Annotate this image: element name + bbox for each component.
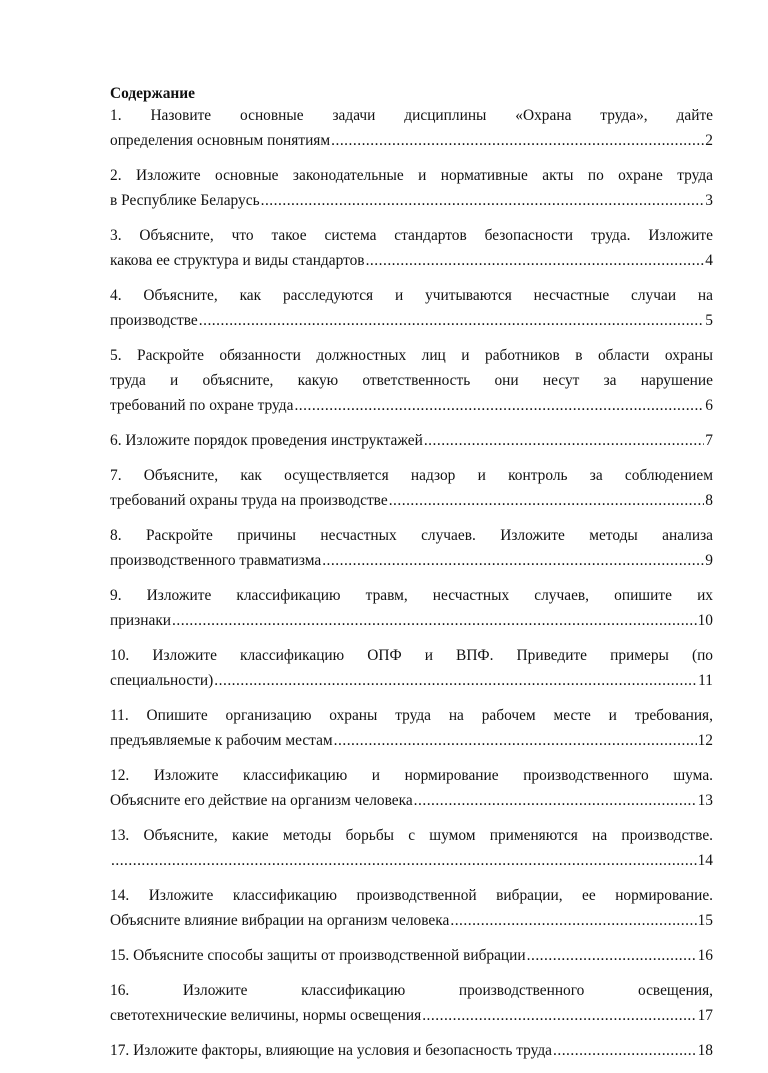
toc-entry-last-line — [110, 848, 713, 873]
toc-entry-text: Объясните его действие на организм человека — [110, 792, 413, 809]
leader-dots — [172, 608, 697, 633]
toc-page-number: 16 — [697, 947, 713, 964]
toc-page-number: 14 — [697, 852, 713, 869]
toc-entry — [110, 223, 713, 273]
toc-entry — [110, 103, 713, 153]
toc-entry — [110, 883, 713, 933]
toc-entry-line: 7. Объясните, как осуществляется надзор и контроль за соблюдением — [110, 467, 713, 484]
toc-entry-last-line — [110, 1003, 713, 1028]
toc-entry-last-line — [110, 248, 713, 273]
toc-page-number: 8 — [705, 492, 713, 509]
toc-entry — [110, 978, 713, 1028]
toc-page-number: 11 — [698, 672, 713, 689]
leader-dots — [414, 788, 697, 813]
leader-dots — [111, 848, 697, 873]
toc-entry-last-line — [110, 908, 713, 933]
toc-entry-last-line — [110, 548, 713, 573]
toc-entry-last-line — [110, 488, 713, 513]
toc-entry — [110, 703, 713, 753]
toc-entry-last-line — [110, 728, 713, 753]
leader-dots — [553, 1038, 697, 1063]
toc-entry-line: 11. Опишите организацию охраны труда на рабочем месте и требования, — [110, 707, 713, 724]
toc-entry — [110, 523, 713, 573]
toc-entry-last-line — [110, 1038, 713, 1063]
toc-page-number: 4 — [705, 252, 713, 269]
toc-entry-last-line — [110, 668, 713, 693]
toc-page-number: 2 — [705, 132, 713, 149]
table-of-contents — [110, 84, 713, 1073]
toc-entry-line: 13. Объясните, какие методы борьбы с шумом применяются на производстве. — [110, 827, 713, 844]
toc-entry-line: 3. Объясните, что такое система стандартов безопасности труда. Изложите — [110, 227, 713, 244]
toc-page-number: 17 — [697, 1007, 713, 1024]
leader-dots — [294, 393, 704, 418]
toc-page-number: 15 — [697, 912, 713, 929]
toc-entry-line: 2. Изложите основные законодательные и нормативные акты по охране труда — [110, 167, 713, 184]
leader-dots — [366, 248, 705, 273]
toc-entry-line: 14. Изложите классификацию производственной вибрации, ее нормирование. — [110, 887, 713, 904]
toc-entry-text: светотехнические величины, нормы освещения — [110, 1007, 422, 1024]
toc-entry-text: какова ее структура и виды стандартов — [110, 252, 365, 269]
toc-entry-text: производственного травматизма — [110, 552, 322, 569]
toc-entry-text: требований по охране труда — [110, 397, 294, 414]
toc-entry-text: 15. Объясните способы защиты от производственной вибрации — [110, 947, 526, 964]
toc-entry — [110, 283, 713, 333]
toc-entry — [110, 643, 713, 693]
toc-entry-text: производстве — [110, 312, 198, 329]
toc-entry-last-line — [110, 608, 713, 633]
toc-entry-last-line — [110, 428, 713, 453]
leader-dots — [334, 728, 697, 753]
leader-dots — [424, 428, 704, 453]
toc-entry-line: 1. Назовите основные задачи дисциплины «Охрана труда», дайте — [110, 107, 713, 124]
toc-entry — [110, 763, 713, 813]
toc-entry-line: 9. Изложите классификацию травм, несчастных случаев, опишите их — [110, 587, 713, 604]
toc-entry-last-line — [110, 188, 713, 213]
leader-dots — [389, 488, 705, 513]
toc-entry-text: 17. Изложите факторы, влияющие на условия и безопасность труда — [110, 1042, 552, 1059]
toc-entry-last-line — [110, 943, 713, 968]
toc-entry — [110, 163, 713, 213]
toc-entry-text: определения основным понятиям — [110, 132, 331, 149]
toc-entry-text: требований охраны труда на производстве — [110, 492, 388, 509]
toc-entries — [110, 103, 713, 1063]
toc-entry — [110, 583, 713, 633]
toc-entry — [110, 463, 713, 513]
toc-entry-line: 5. Раскройте обязанности должностных лиц и работников в области охраны — [110, 347, 713, 364]
toc-entry-last-line — [110, 128, 713, 153]
toc-entry-line: 16. Изложите классификацию производственного освещения, — [110, 982, 713, 999]
toc-entry — [110, 428, 713, 453]
leader-dots — [331, 128, 704, 153]
toc-entry-text: в Республике Беларусь — [110, 192, 260, 209]
leader-dots — [322, 548, 704, 573]
leader-dots — [527, 943, 697, 968]
toc-entry-last-line — [110, 308, 713, 333]
toc-entry-text: признаки — [110, 612, 172, 629]
toc-entry-line: труда и объясните, какую ответственность они несут за нарушение — [110, 372, 713, 389]
toc-page-number: 6 — [705, 397, 713, 414]
leader-dots — [422, 1003, 696, 1028]
leader-dots — [450, 908, 696, 933]
toc-title: Содержание — [110, 85, 195, 102]
toc-page-number: 18 — [697, 1042, 713, 1059]
toc-page-number: 9 — [705, 552, 713, 569]
toc-entry-last-line — [110, 788, 713, 813]
toc-entry-line: 8. Раскройте причины несчастных случаев. Изложите методы анализа — [110, 527, 713, 544]
leader-dots — [214, 668, 697, 693]
toc-page-number: 10 — [697, 612, 713, 629]
toc-entry — [110, 823, 713, 873]
toc-entry-text: специальности) — [110, 672, 214, 689]
toc-page-number: 13 — [697, 792, 713, 809]
toc-entry-text: предъявляемые к рабочим местам — [110, 732, 333, 749]
toc-entry-text: 6. Изложите порядок проведения инструктажей — [110, 432, 423, 449]
toc-page-number: 5 — [705, 312, 713, 329]
toc-entry-text: Объясните влияние вибрации на организм человека — [110, 912, 450, 929]
toc-page-number: 3 — [705, 192, 713, 209]
toc-page-number: 12 — [697, 732, 713, 749]
leader-dots — [199, 308, 705, 333]
toc-entry-line: 12. Изложите классификацию и нормирование производственного шума. — [110, 767, 713, 784]
toc-entry — [110, 1038, 713, 1063]
toc-page-number: 7 — [705, 432, 713, 449]
toc-entry — [110, 943, 713, 968]
toc-entry — [110, 343, 713, 418]
leader-dots — [261, 188, 705, 213]
toc-entry-last-line — [110, 393, 713, 418]
toc-entry-line: 10. Изложите классификацию ОПФ и ВПФ. Приведите примеры (по — [110, 647, 713, 664]
toc-entry-line: 4. Объясните, как расследуются и учитываются несчастные случаи на — [110, 287, 713, 304]
